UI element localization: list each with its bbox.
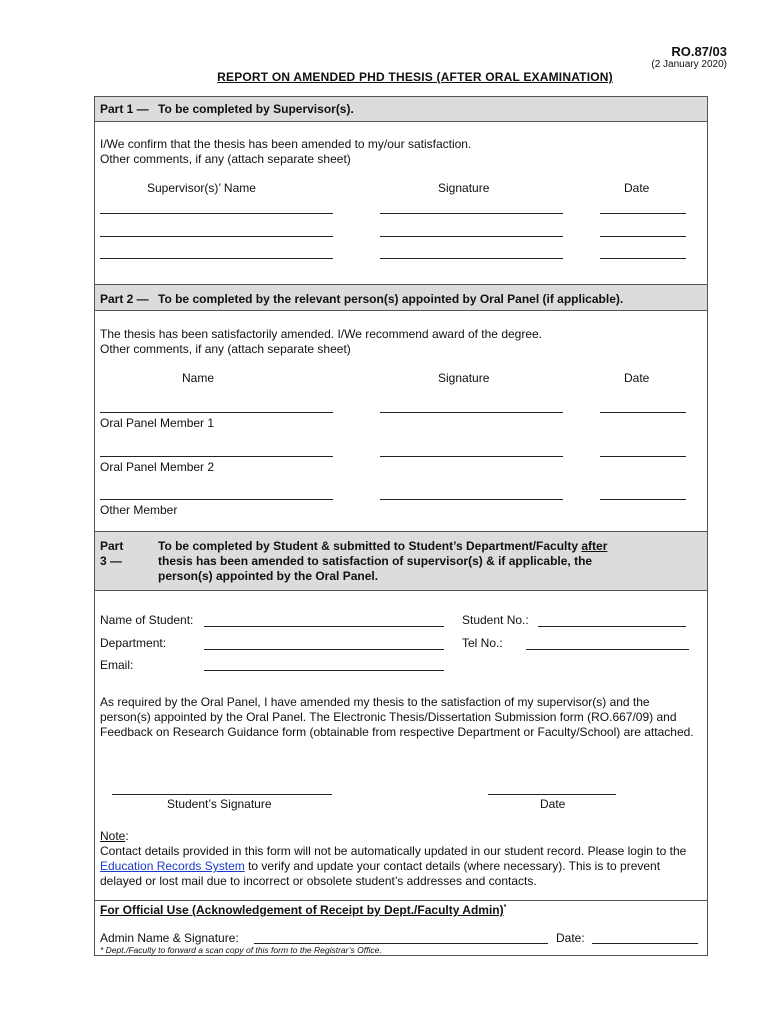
email-field[interactable]: [204, 670, 444, 671]
part3-heading-line2: thesis has been amended to satisfaction of supervisor(s) & if applicable, the: [158, 554, 593, 568]
note-heading: [100, 829, 129, 843]
student-signature-field[interactable]: [112, 794, 332, 795]
part1-confirm-text: I/We confirm that the thesis has been amended to my/our satisfaction.: [100, 137, 472, 151]
supervisor-signature-field-2[interactable]: [380, 236, 563, 237]
official-asterisk: *: [503, 904, 507, 911]
part2-amended-text: The thesis has been satisfactorily amended. I/We recommend award of the degree.: [100, 327, 543, 341]
panel-member1-label: Oral Panel Member 1: [100, 416, 215, 430]
panel-member2-signature-field[interactable]: [380, 456, 563, 457]
note-colon: :: [125, 829, 129, 843]
form-code: RO.87/03: [671, 44, 727, 59]
panel-member2-label: Oral Panel Member 2: [100, 460, 215, 474]
panel-member1-date-field[interactable]: [600, 412, 686, 413]
other-member-label: Other Member: [100, 503, 178, 517]
official-footnote: * Dept./Faculty to forward a scan copy of this form to the Registrar’s Office.: [100, 945, 382, 955]
supervisor-name-field-2[interactable]: [100, 236, 333, 237]
part1-col-date: Date: [624, 181, 650, 195]
student-statement: As required by the Oral Panel, I have amended my thesis to the satisfaction of my supervisor(s) and the person(s) appointed by the Oral Panel. The Electronic Thesis/Dissertation Submission form (RO.667/09) and Feedback on Research Guidance form (obtainable from respective Department or Faculty/School) are attached.: [100, 695, 694, 739]
part2-label: Part 2 —: [100, 292, 149, 306]
admin-signature-field[interactable]: [254, 943, 548, 944]
part2-col-signature: Signature: [438, 371, 490, 385]
panel-member2-name-field[interactable]: [100, 456, 333, 457]
supervisor-date-field-3[interactable]: [600, 258, 686, 259]
part1-comments-text: Other comments, if any (attach separate sheet): [100, 152, 351, 166]
student-name-field[interactable]: [204, 626, 444, 627]
note-text-a: Contact details provided in this form will not be automatically updated in our student record. Please login to the: [100, 844, 687, 858]
other-member-date-field[interactable]: [600, 499, 686, 500]
part3-heading-after: after: [581, 539, 608, 553]
part1-heading: To be completed by Supervisor(s).: [158, 102, 354, 116]
email-label: Email:: [100, 658, 134, 672]
part1-col-name: Supervisor(s)’ Name: [147, 181, 256, 195]
student-no-label: Student No.:: [462, 613, 529, 627]
part1-header: [95, 96, 707, 122]
note-text-b: to verify and update your contact details (where necessary). This is to prevent delayed or lost mail due to incorrect or obsolete student’s addresses and contacts.: [100, 859, 661, 888]
official-divider: [95, 900, 707, 901]
supervisor-name-field-1[interactable]: [100, 213, 333, 214]
official-heading: For Official Use (Acknowledgement of Receipt by Dept./Faculty Admin): [100, 903, 504, 917]
student-date-field[interactable]: [488, 794, 616, 795]
part3-heading-line3: person(s) appointed by the Oral Panel.: [158, 569, 379, 583]
student-no-field[interactable]: [538, 626, 686, 627]
part3-header: [95, 531, 707, 591]
admin-date-label: Date:: [556, 931, 585, 945]
admin-date-field[interactable]: [592, 943, 698, 944]
department-label: Department:: [100, 636, 167, 650]
tel-no-field[interactable]: [526, 649, 689, 650]
other-member-signature-field[interactable]: [380, 499, 563, 500]
page-title: REPORT ON AMENDED PHD THESIS (AFTER ORAL EXAMINATION): [217, 70, 613, 84]
official-heading-wrap: [100, 903, 506, 917]
part1-col-signature: Signature: [438, 181, 490, 195]
supervisor-name-field-3[interactable]: [100, 258, 333, 259]
form-frame: [94, 96, 708, 956]
other-member-name-field[interactable]: [100, 499, 333, 500]
panel-member1-signature-field[interactable]: [380, 412, 563, 413]
part1-label: Part 1 —: [100, 102, 149, 116]
part3-label: Part 3 —: [100, 539, 124, 568]
part2-heading: To be completed by the relevant person(s) appointed by Oral Panel (if applicable).: [158, 292, 624, 306]
admin-signature-label: Admin Name & Signature:: [100, 931, 239, 945]
department-field[interactable]: [204, 649, 444, 650]
part2-header: [95, 284, 707, 311]
supervisor-date-field-1[interactable]: [600, 213, 686, 214]
supervisor-signature-field-3[interactable]: [380, 258, 563, 259]
form-date: (2 January 2020): [651, 59, 727, 70]
part3-heading-line1: To be completed by Student & submitted to Student’s Department/Faculty: [158, 539, 582, 553]
education-records-system-link[interactable]: Education Records System: [100, 859, 245, 873]
supervisor-signature-field-1[interactable]: [380, 213, 563, 214]
panel-member1-name-field[interactable]: [100, 412, 333, 413]
note-label: Note: [100, 829, 126, 843]
note-text: [100, 844, 700, 889]
panel-member2-date-field[interactable]: [600, 456, 686, 457]
supervisor-date-field-2[interactable]: [600, 236, 686, 237]
student-signature-label: Student’s Signature: [167, 797, 272, 811]
student-date-label: Date: [540, 797, 566, 811]
part2-col-date: Date: [624, 371, 650, 385]
part2-col-name: Name: [182, 371, 215, 385]
part2-comments-text: Other comments, if any (attach separate sheet): [100, 342, 351, 356]
student-name-label: Name of Student:: [100, 613, 194, 627]
tel-no-label: Tel No.:: [462, 636, 503, 650]
